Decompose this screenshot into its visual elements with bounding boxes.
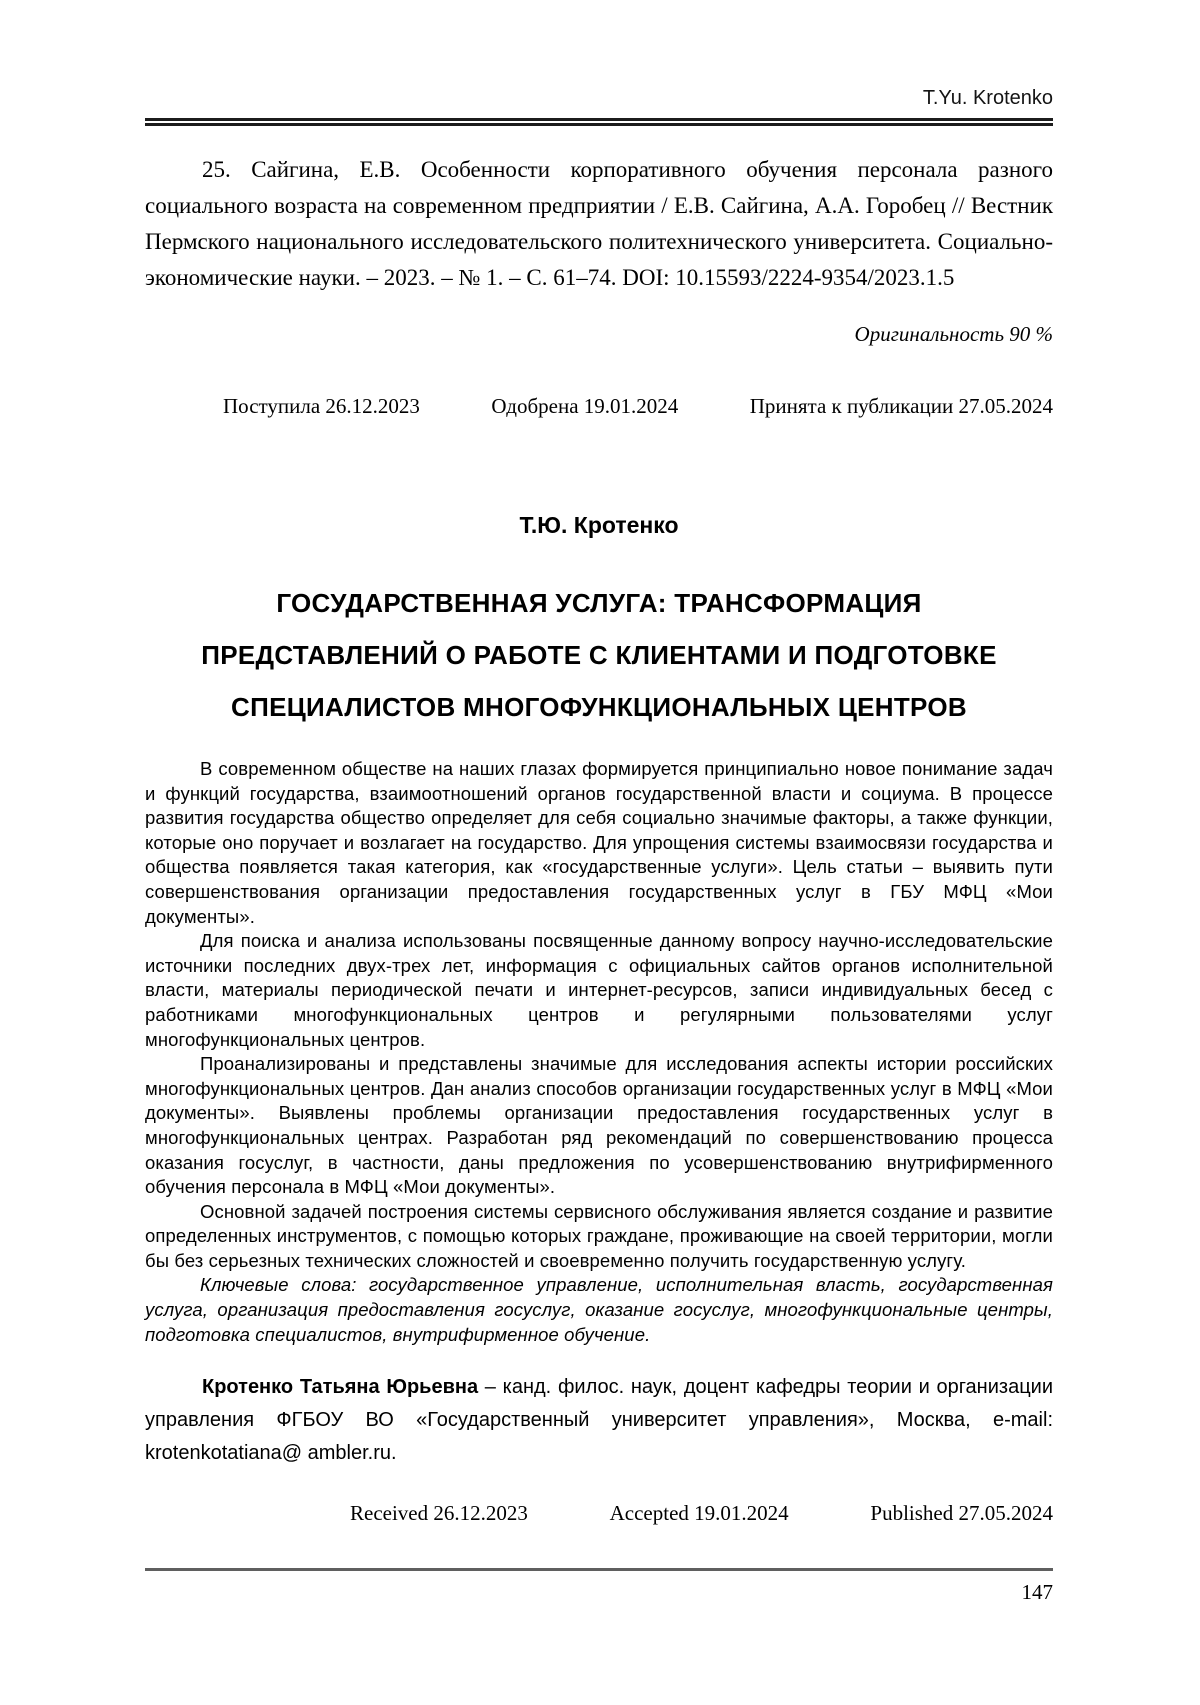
keywords-list: государственное управление, исполнительная власть, государственная услуга, организация предоставления госуслуг, оказание госуслуг, многофункциональные центры, подготовка специалистов, внутрифирменное обучение. (145, 1274, 1053, 1345)
abstract-paragraph: Основной задачей построения системы сервисного обслуживания является создание и развитие определенных инструментов, с помощью которых граждане, проживающие на своей территории, могли бы без серьезных технических сложностей и своевременно получить государственную услугу. (145, 1200, 1053, 1271)
article-title-line: ГОСУДАРСТВЕННАЯ УСЛУГА: ТРАНСФОРМАЦИЯ (276, 588, 922, 618)
reference-entry: 25. Сайгина, Е.В. Особенности корпоративного обучения персонала разного социального возраста на современном предприятии / Е.В. Сайгина, А.А. Горобец // Вестник Пермского национального исследовательского политехнического университета. Социально-экономические науки. – 2023. – № 1. – С. 61–74. DOI: 10.15593/2224-9354/2023.1.5 (145, 157, 1053, 290)
submission-dates-row (145, 393, 1053, 419)
date-published-en: Published 27.05.2024 (870, 1501, 1053, 1526)
abstract-paragraph: Для поиска и анализа использованы посвященные данному вопросу научно-исследовательские источники последних двух-трех лет, информация с официальных сайтов органов исполнительной власти, материалы периодической печати и интернет-ресурсов, записи индивидуальных бесед с работниками многофункциональных центров и регулярными пользователями услуг многофункциональных центров. (145, 930, 1053, 1050)
running-head: T.Yu. Krotenko (922, 87, 1053, 109)
keywords-label: Ключевые слова: (200, 1274, 357, 1296)
date-received-ru: Поступила 26.12.2023 (223, 394, 420, 418)
article-title (145, 577, 1053, 733)
publication-dates-row (145, 1500, 1053, 1526)
author-bio (145, 1371, 1053, 1470)
abstract-paragraph: Проанализированы и представлены значимые для исследования аспекты истории российских многофункциональных центров. Дан анализ способов организации государственных услуг в МФЦ «Мои документы». Выявлены проблемы организации предоставления государственных услуг в многофункциональных центрах. Разработан ряд рекомендаций по совершенствованию процесса оказания госуслуг, в частности, даны предложения по усовершенствованию внутрифирменного обучения персонала в МФЦ «Мои документы». (145, 1053, 1053, 1198)
date-approved-ru: Одобрена 19.01.2024 (491, 394, 679, 418)
page-number: 147 (1021, 1580, 1053, 1604)
date-received-en: Received 26.12.2023 (350, 1501, 528, 1526)
article-title-line: СПЕЦИАЛИСТОВ МНОГОФУНКЦИОНАЛЬНЫХ ЦЕНТРОВ (231, 692, 967, 722)
abstract (145, 757, 1053, 1347)
date-accepted-en: Accepted 19.01.2024 (609, 1501, 789, 1526)
article-title-line: ПРЕДСТАВЛЕНИЙ О РАБОТЕ С КЛИЕНТАМИ И ПОДГОТОВКЕ (201, 640, 997, 670)
author-byline: Т.Ю. Кротенко (519, 512, 679, 538)
footer-rule (145, 1568, 1053, 1571)
abstract-paragraph: В современном обществе на наших глазах формируется принципиально новое понимание задач и функций государства, взаимоотношений органов государственной власти и социума. В процессе развития государства общество определяет для себя социально значимые факторы, а также функции, которые оно поручает и возлагает на государство. Для упрощения системы взаимосвязи государства и общества появляется такая категория, как «государственные услуги». Цель статьи – выявить пути совершенствования организации предоставления государственных услуг в ГБУ МФЦ «Мои документы». (145, 758, 1053, 927)
author-name: Кротенко Татьяна Юрьевна (202, 1376, 479, 1399)
date-accepted-ru: Принята к публикации 27.05.2024 (749, 394, 1053, 418)
author-bio-text: – канд. филос. наук, доцент кафедры теории и организации управления ФГБОУ ВО «Государственный университет управления», Москва, e-mail: krotenkotatiana@ ambler.ru. (145, 1376, 1053, 1465)
header-double-rule (145, 118, 1053, 126)
keywords-paragraph (145, 1273, 1053, 1347)
originality-note: Оригинальность 90 % (854, 322, 1053, 346)
